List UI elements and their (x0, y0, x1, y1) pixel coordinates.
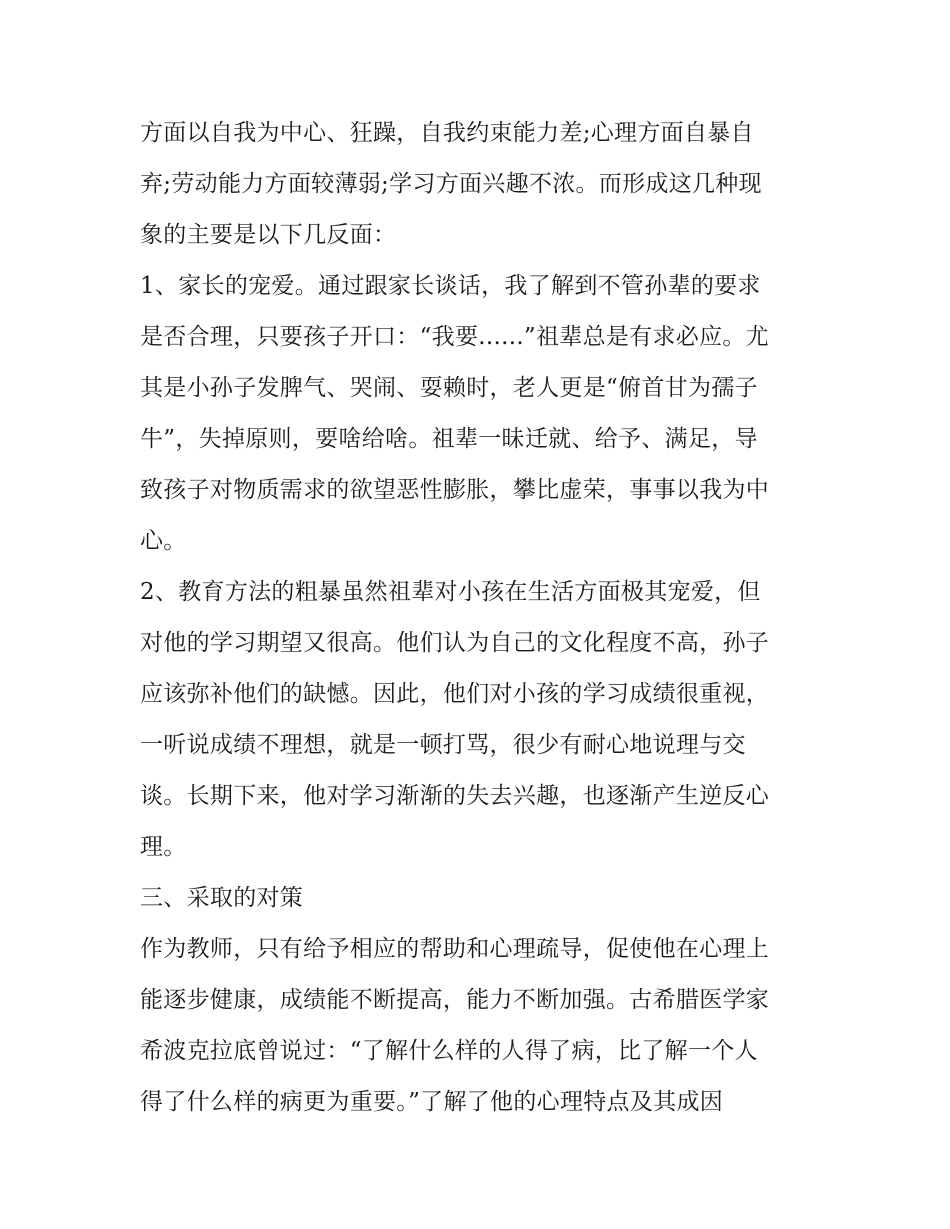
body-text (140, 108, 820, 1128)
text-line: 牛”，失掉原则，要啥给啥。祖辈一昧迁就、给予、满足，导 (140, 426, 758, 452)
text-line: 心。 (140, 528, 187, 554)
section-heading: 三、采取的对策 (140, 885, 304, 911)
text-line: 谈。长期下来，他对学习渐渐的失去兴趣，也逐渐产生逆反心 (140, 783, 770, 809)
text-line: 希波克拉底曾说过：“了解什么样的人得了病，比了解一个人 (140, 1038, 758, 1064)
text-line: 对他的学习期望又很高。他们认为自己的文化程度不高，孙子 (140, 630, 770, 656)
text-line: 理。 (140, 834, 187, 860)
text-line: 方面以自我为中心、狂躁，自我约束能力差;心理方面自暴自 (140, 120, 754, 146)
text-line: 得了什么样的病更为重要。”了解了他的心理特点及其成因 (140, 1089, 724, 1115)
text-line: 弃;劳动能力方面较薄弱;学习方面兴趣不浓。而形成这几种现 (140, 171, 762, 197)
text-line: 能逐步健康，成绩能不断提高，能力不断加强。古希腊医学家 (140, 987, 770, 1013)
text-line: 应该弥补他们的缺憾。因此，他们对小孩的学习成绩很重视， (140, 681, 770, 707)
text-line: 一听说成绩不理想，就是一顿打骂，很少有耐心地说理与交 (140, 732, 746, 758)
text-line: 2、教育方法的粗暴虽然祖辈对小孩在生活方面极其宠爱，但 (140, 579, 761, 605)
text-line: 1、家长的宠爱。通过跟家长谈话，我了解到不管孙辈的要求 (140, 273, 761, 299)
text-line: 象的主要是以下几反面： (140, 222, 397, 248)
text-line: 其是小孙子发脾气、哭闹、耍赖时，老人更是“俯首甘为孺子 (140, 375, 758, 401)
text-line: 致孩子对物质需求的欲望恶性膨胀，攀比虚荣，事事以我为中 (140, 477, 770, 503)
text-line: 是否合理，只要孩子开口：“我要......”祖辈总是有求必应。尤 (140, 324, 769, 350)
text-line: 作为教师，只有给予相应的帮助和心理疏导，促使他在心理上 (140, 936, 770, 962)
